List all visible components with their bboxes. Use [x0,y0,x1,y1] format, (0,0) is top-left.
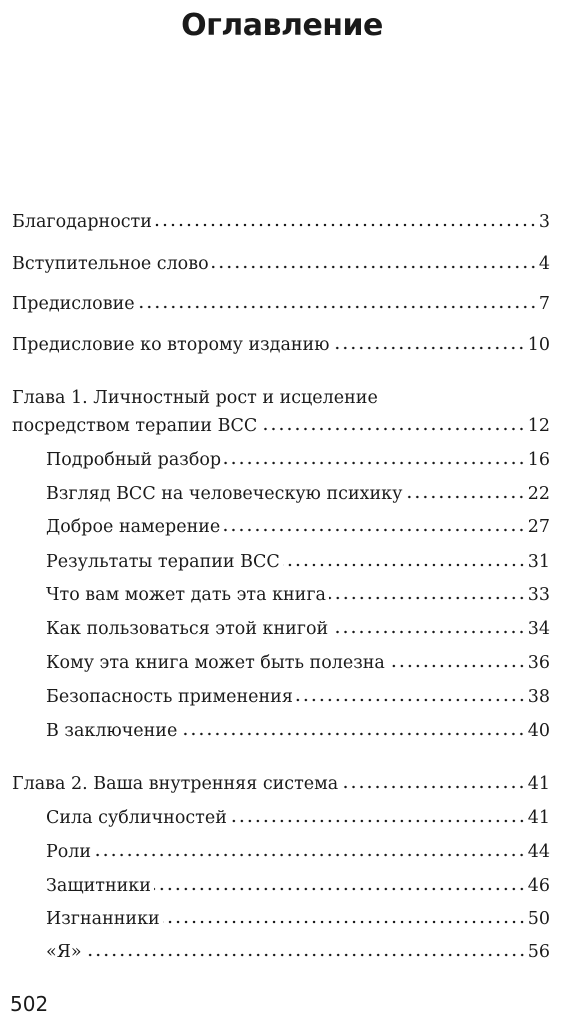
dot-leader [154,887,526,891]
toc-entry-title: «Я» [46,942,82,962]
toc-subentry[interactable] [46,870,550,896]
toc-entry-page: 31 [527,552,550,572]
toc-entry-title: Предисловие [12,294,135,314]
toc-entry-page: 41 [527,808,550,828]
dot-leader [163,920,526,924]
toc-entry-page: 33 [527,585,550,605]
toc-subentry[interactable] [46,478,550,504]
toc-entry-title: Предисловие ко второму изданию [12,335,330,355]
toc-subentry[interactable] [46,936,550,962]
dot-leader [296,698,526,702]
toc-subentry[interactable] [46,579,550,605]
toc-subentry[interactable] [46,546,550,572]
dot-leader [85,953,526,957]
toc-entry-title: Подробный разбор [46,450,222,470]
toc-entry-page: 36 [527,653,550,673]
toc-subentry[interactable] [46,647,550,673]
toc-entry-title: Как пользоваться этой книгой [46,619,329,639]
toc-entry-page: 50 [527,909,550,929]
toc-entry-page: 4 [538,254,550,274]
toc-entry[interactable] [12,768,550,794]
dot-leader [94,853,526,857]
dot-leader [230,819,526,823]
dot-leader [212,265,537,269]
toc-entry-title: Доброе намерение [46,517,221,537]
toc-entry-title: Сила субличностей [46,808,227,828]
toc-entry-title: Кому эта книга может быть полезна [46,653,385,673]
toc-subentry[interactable] [46,802,550,828]
toc-entry-page: 10 [527,335,550,355]
toc-subentry[interactable] [46,903,550,929]
toc-entry-page: 34 [527,619,550,639]
toc-entry-page: 7 [538,294,550,314]
toc-entry[interactable] [12,206,550,232]
toc-entry-page: 41 [527,774,550,794]
dot-leader [260,427,525,431]
toc-entry[interactable] [12,248,550,274]
toc-entry-title: В заключение [46,721,178,741]
toc-entry-page: 44 [527,842,550,862]
dot-leader [224,461,526,465]
page-number: 502 [10,992,49,1016]
toc-entry-title: Что вам может дать эта книга [46,585,326,605]
toc-entry-title: Глава 2. Ваша внутренняя система [12,774,339,794]
toc-subentry[interactable] [46,511,550,537]
toc-entry-title: Благодарности [12,212,152,232]
toc-entry[interactable] [12,410,550,436]
toc-subentry[interactable] [46,715,550,741]
dot-leader [223,528,525,532]
toc-subentry[interactable] [46,613,550,639]
toc-entry-title: Безопасность применения [46,687,293,707]
toc-subentry[interactable] [46,444,550,470]
toc-entry-page: 3 [538,212,550,232]
dot-leader [329,596,526,600]
toc-entry-page: 46 [527,876,550,896]
toc-entry-title: Взгляд ВСС на человеческую психику [46,484,403,504]
toc-entry-title: Вступительное слово [12,254,209,274]
toc-entry-title: посредством терапии ВСС [12,416,258,436]
page-title: Оглавление [181,8,383,43]
toc-entry-title: Результаты терапии ВСС [46,552,280,572]
toc-entry-page: 56 [527,942,550,962]
toc-subentry[interactable] [46,836,550,862]
toc-entry-page: 40 [527,721,550,741]
toc-entry[interactable] [12,288,550,314]
dot-leader [332,346,525,350]
toc-subentry[interactable] [46,681,550,707]
dot-leader [388,664,526,668]
dot-leader [180,732,525,736]
toc-entry-page: 16 [527,450,550,470]
dot-leader [138,305,537,309]
dot-leader [283,563,526,567]
toc-entry-page: 38 [527,687,550,707]
dot-leader [341,785,526,789]
toc-entry-title: Защитники [46,876,151,896]
dot-leader [405,495,525,499]
toc-entry-page: 12 [527,416,550,436]
toc-chapter-heading[interactable]: Глава 1. Личностный рост и исцеление [12,388,378,408]
toc-entry-page: 22 [527,484,550,504]
toc-entry-title: Изгнанники [46,909,160,929]
dot-leader [155,223,537,227]
toc-entry-title: Роли [46,842,92,862]
toc-entry[interactable] [12,329,550,355]
toc-entry-page: 27 [527,517,550,537]
dot-leader [331,630,526,634]
